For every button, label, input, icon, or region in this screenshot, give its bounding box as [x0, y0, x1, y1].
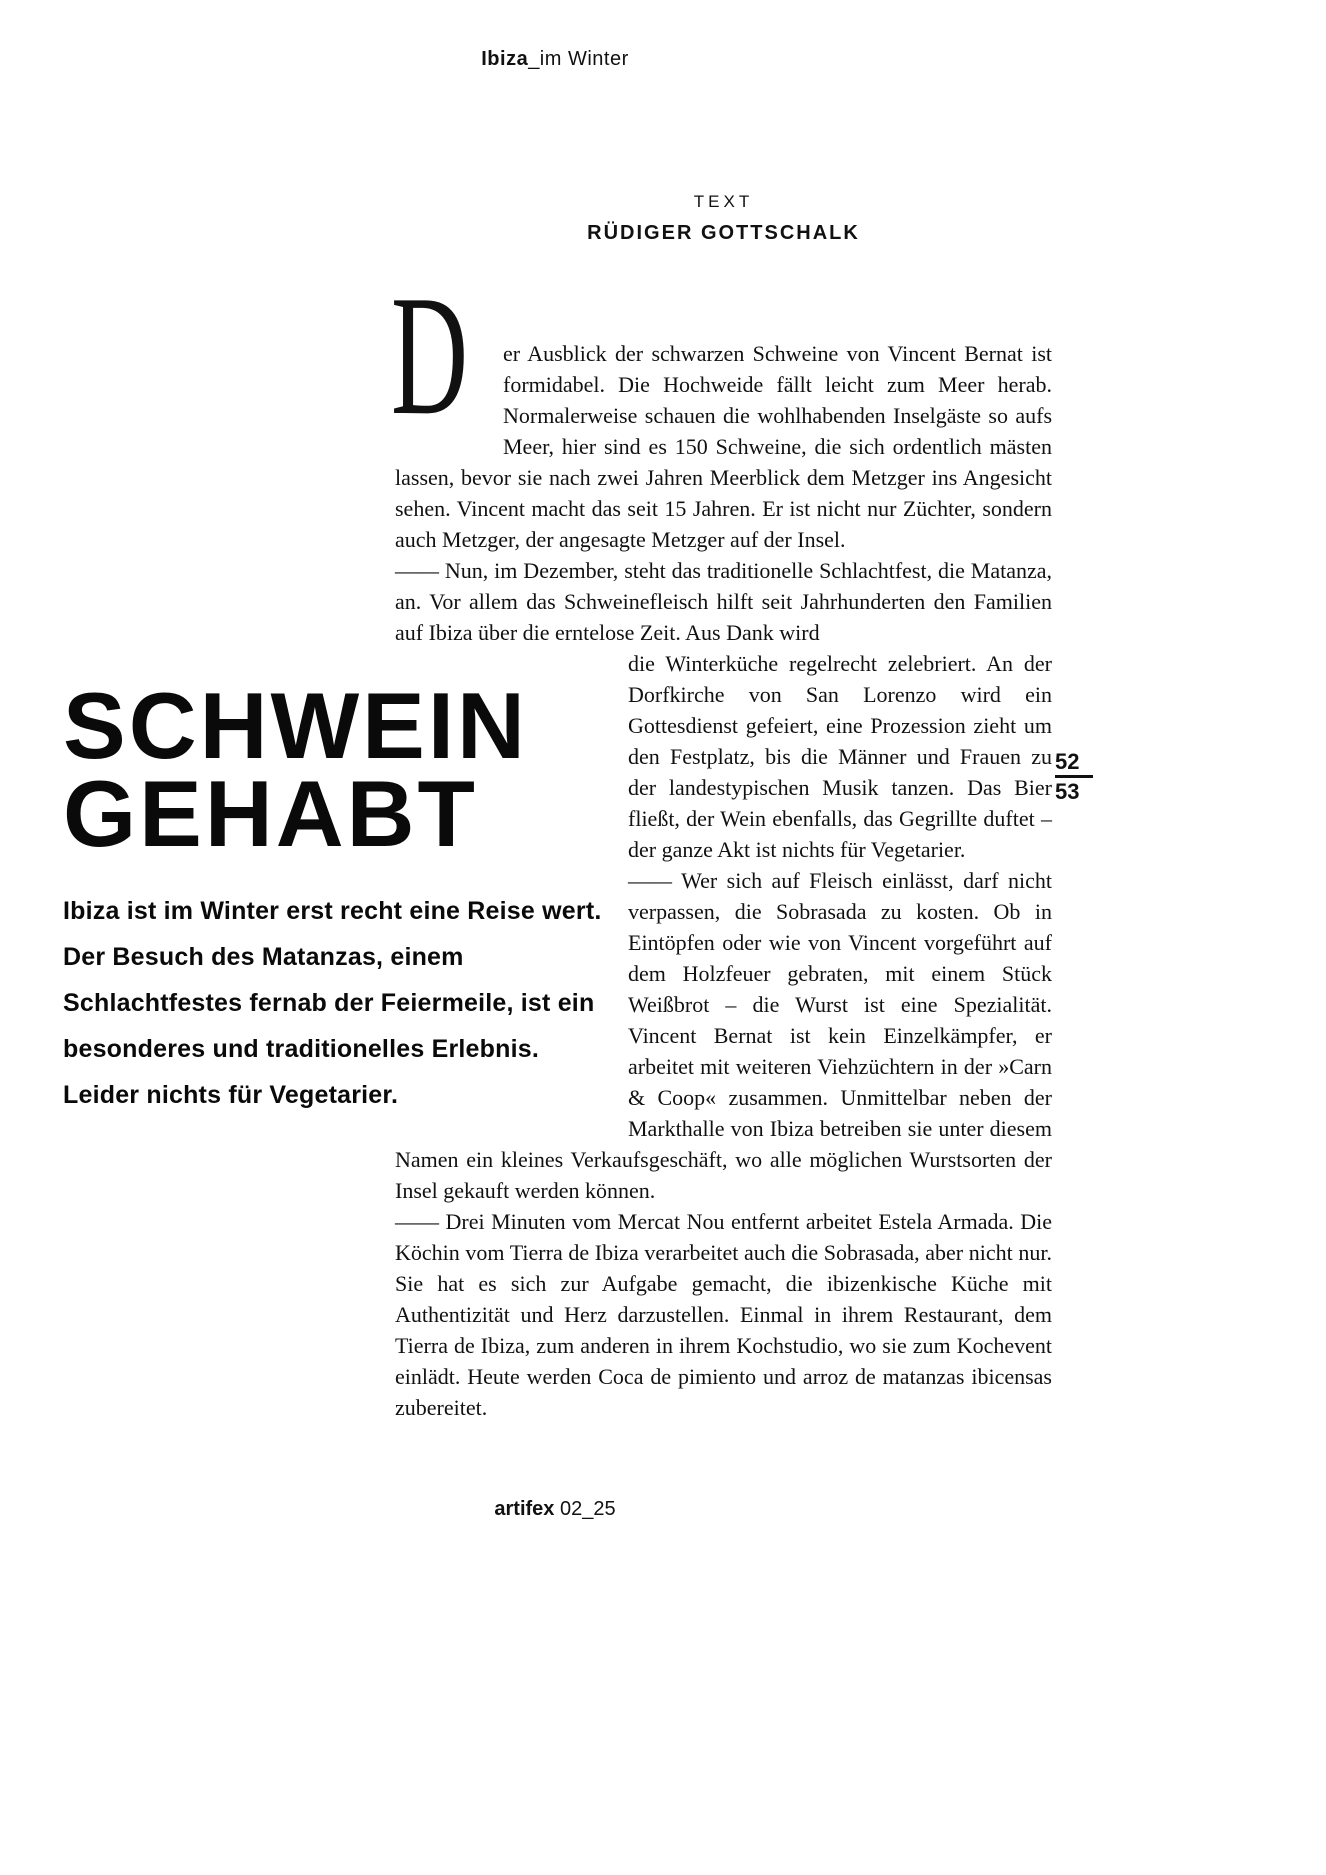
paragraph-1	[391, 261, 1052, 555]
dropcap-letter: D	[391, 261, 469, 451]
paragraph-4	[395, 1206, 1052, 1423]
running-head-topic: Ibiza	[481, 48, 529, 70]
running-head-subtopic: _im Winter	[528, 48, 629, 70]
deck-text: Ibiza ist im Winter erst recht eine Reise wert. Der Besuch des Matanzas, einem Schlachtfestes fernab der Feiermeile, ist ein besonderes und traditionelles Erlebnis. Leider nichts für Vegetarier.	[63, 897, 602, 1109]
paragraph-4-text: —— Drei Minuten vom Mercat Nou entfernt arbeitet Estela Armada. Die Köchin vom Tierra de Ibiza verarbeitet auch die Sobrasada, aber nicht nur. Sie hat es sich zur Aufgabe gemacht, die ibizenkische Küche mit Authentizität und Herz darzustellen. Einmal in ihrem Restaurant, dem Tierra de Ibiza, zum anderen in ihrem Kochstudio, wo sie zum Kochevent einlädt. Heute werden Coca de pimiento und arroz de matanzas ibicensas zubereitet.	[395, 1209, 1052, 1420]
byline-label: TEXT	[693, 192, 754, 211]
article-body	[63, 261, 1052, 1423]
page-numbers	[1055, 750, 1093, 804]
headline	[63, 673, 610, 866]
byline	[395, 192, 1052, 245]
page-number-left: 52	[1055, 750, 1093, 778]
byline-author: RÜDIGER GOTTSCHALK	[587, 222, 860, 244]
paragraph-2a	[395, 555, 1052, 648]
paragraph-2-start: —— Nun, im Dezember, steht das traditionelle Schlachtfest, die Matanza, an. Vor allem das Schweinefleisch hilft seit Jahrhunderten den Familien auf Ibiza über die erntelose Zeit. Aus Dank wird	[395, 558, 1052, 645]
dropcap	[391, 261, 487, 451]
paragraph-1-text: er Ausblick der schwarzen Schweine von Vincent Bernat ist formidabel. Die Hochweide fällt leicht zum Meer herab. Normalerweise schauen die wohlhabenden Inselgäste so aufs Meer, hier sind es 150 Schweine, die sich ordentlich mästen lassen, bevor sie nach zwei Jahren Meerblick dem Metzger ins Angesicht sehen. Vincent macht das seit 15 Jahren. Er ist nicht nur Züchter, sondern auch Metzger, der angesagte Metzger auf der Insel.	[395, 341, 1052, 552]
running-head	[0, 48, 1110, 71]
footer-brand: artifex	[494, 1498, 555, 1520]
paragraph-2-continued: die Winterküche regelrecht zelebriert. An der Dorfkirche von San Lorenzo wird ein Gottesdienst gefeiert, eine Prozession zieht um den Festplatz, bis die Männer und Frauen zu der landestypischen Musik tanzen. Das Bier fließt, der Wein ebenfalls, das Gegrillte duftet – der ganze Akt ist nichts für Vegetarier.	[628, 651, 1052, 862]
headline-line-1: SCHWEIN	[63, 673, 528, 778]
paragraph-3-text: —— Wer sich auf Fleisch einlässt, darf nicht verpassen, die Sobrasada zu kosten. Ob in Eintöpfen oder wie von Vincent vorgeführt auf dem Holzfeuer gebraten, mit einem Stück Weißbrot – die Wurst ist eine Spezialität. Vincent Bernat ist kein Einzelkämpfer, er arbeitet mit weiteren Viehzüchtern in der »Carn & Coop« zusammen. Unmittelbar neben der Markthalle von Ibiza betreiben sie unter diesem Namen ein kleines Verkaufsgeschäft, wo alle möglichen Wurstsorten der Insel gekauft werden können.	[395, 868, 1052, 1203]
page-number-right: 53	[1055, 779, 1080, 804]
footer-issue: 02_25	[559, 1498, 616, 1520]
footer	[0, 1498, 1110, 1521]
feature-block	[63, 648, 610, 1132]
headline-line-2: GEHABT	[63, 761, 478, 866]
